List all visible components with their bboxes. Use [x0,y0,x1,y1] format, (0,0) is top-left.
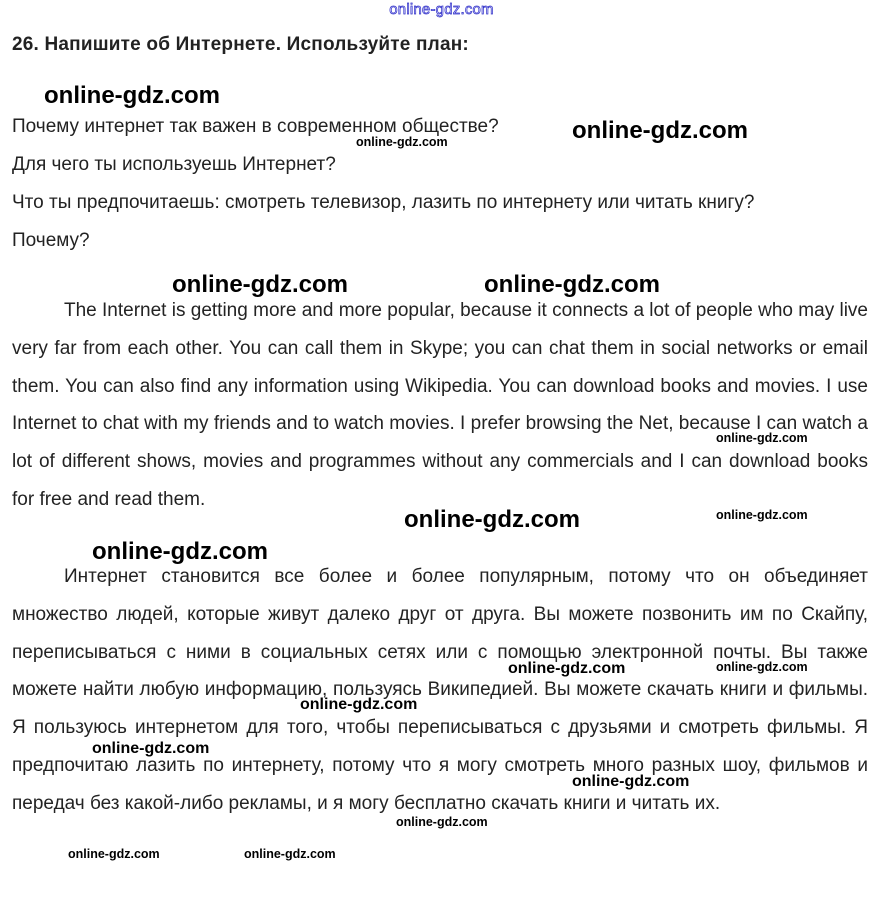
watermark: online-gdz.com [572,117,748,144]
watermark: online-gdz.com [404,506,580,533]
russian-translation-text: Интернет становится все более и более популярным, потому что он объединяет множество людей, которые живут далеко друг от друга. Вы можете позвонить им по Скайпу, переписываться с ними в социальных сетях или с помощью электронной почты. Вы также можете найти любую информацию, пользуясь Википедией. Вы можете скачать книги и фильмы. Я пользуюсь интернетом для того, чтобы переписываться с друзьями и смотреть фильмы. Я предпочитаю лазить по интернету, потому что я могу смотреть много разных шоу, фильмов и передач без какой-либо рекламы, и я могу бесплатно скачать книги и читать их. [12,566,868,814]
watermark: online-gdz.com [356,135,448,149]
watermark: online-gdz.com [508,660,626,677]
watermark: online-gdz.com [484,271,660,298]
russian-translation-paragraph [12,558,868,823]
plan-question: Почему интернет так важен в современном обществе? [12,116,499,137]
watermark: online-gdz.com [92,538,268,565]
task-heading: 26. Напишите об Интернете. Используйте план: [12,34,469,55]
plan-question: Для чего ты используешь Интернет? [12,154,336,175]
watermark: online-gdz.com [44,82,220,109]
plan-list [12,108,878,260]
watermark: online-gdz.com [572,773,690,790]
watermark: online-gdz.com [244,847,336,861]
watermark: online-gdz.com [172,271,348,298]
watermark: online-gdz.com [396,815,488,829]
watermark: online-gdz.com [716,508,808,522]
site-logo-watermark[interactable]: online-gdz.com [389,1,494,18]
plan-question: Почему? [12,230,90,251]
watermark: online-gdz.com [716,660,808,674]
english-answer-paragraph [12,292,868,519]
watermark: online-gdz.com [68,847,160,861]
watermark: online-gdz.com [716,431,808,445]
plan-question: Что ты предпочитаешь: смотреть телевизор, лазить по интернету или читать книгу? [12,192,755,213]
watermark: online-gdz.com [300,696,418,713]
english-answer-text: The Internet is getting more and more popular, because it connects a lot of people who may live very far from each other. You can call them in Skype; you can chat them in social networks or email them. You can also find any information using Wikipedia. You can download books and movies. I use Internet to chat with my friends and to watch movies. I prefer browsing the Net, because I can watch a lot of different shows, movies and programmes without any commercials and I can download books for free and read them. [12,300,868,510]
watermark: online-gdz.com [92,740,210,757]
